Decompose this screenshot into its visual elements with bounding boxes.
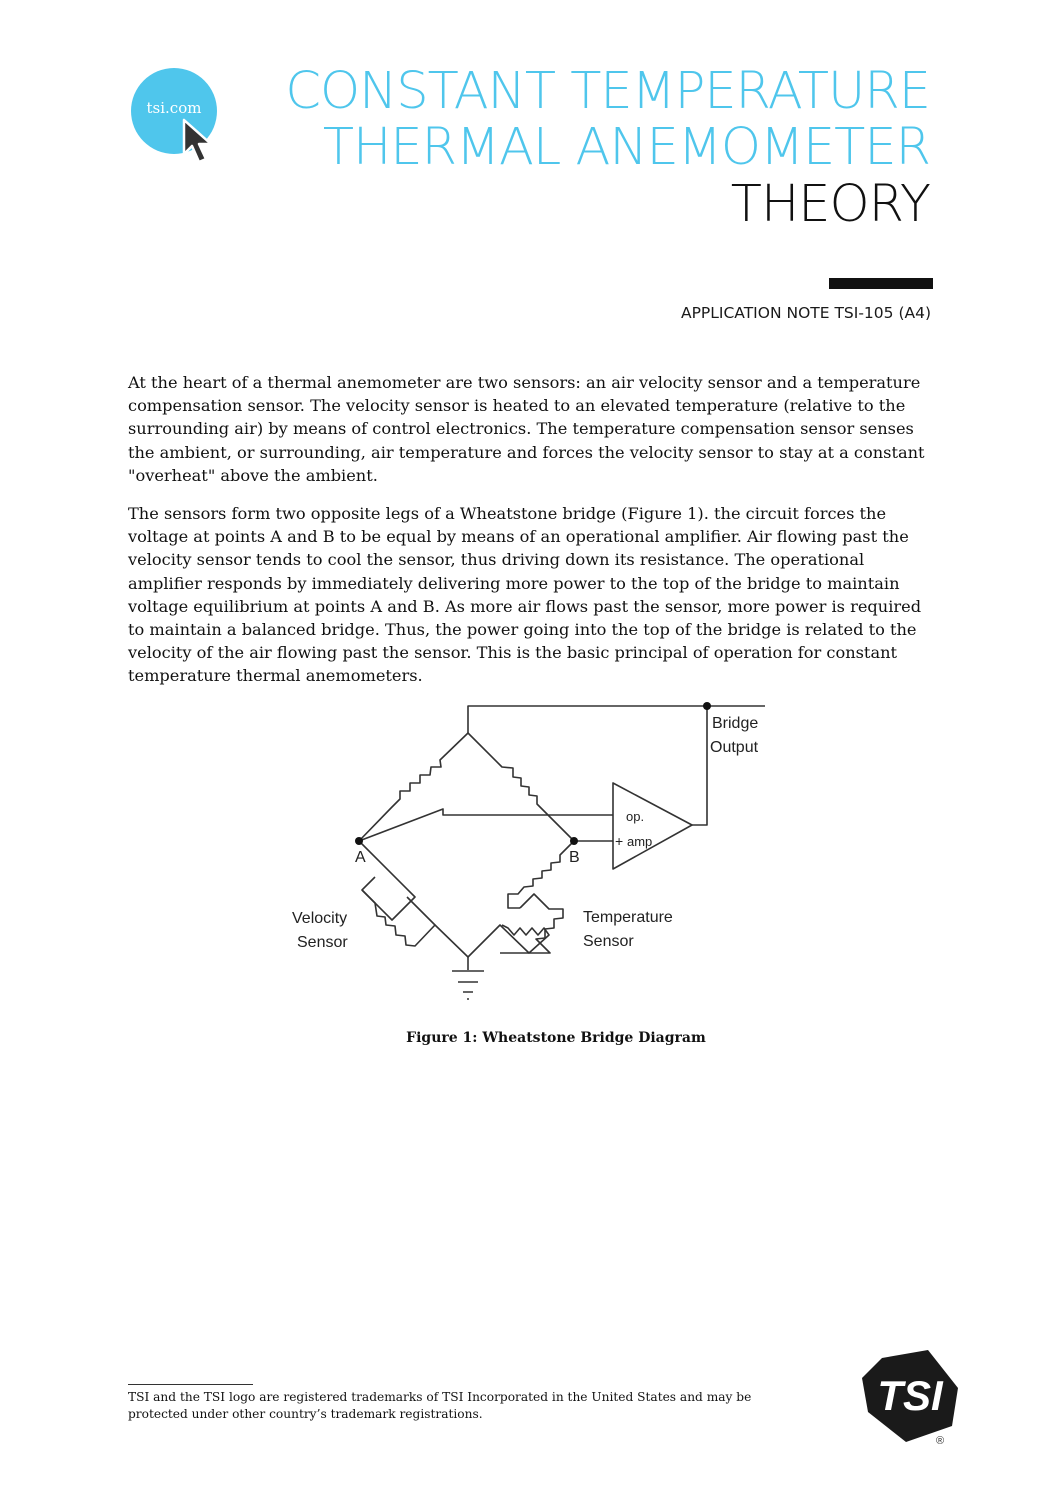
ground-symbol — [452, 971, 484, 999]
resistor-lower-right — [508, 841, 574, 908]
resistor-top-right — [468, 733, 574, 841]
bridge-output-wire — [692, 706, 707, 825]
body-paragraph-2: The sensors form two opposite legs of a Wheatstone bridge (Figure 1). the circuit forces the voltage at points A and B to be equal by means of an operational amplifier. Air flowing past the velocity sensor tends to cool the sensor, thus driving down its resistance. The operational amplifier responds by immediately delivering more power to the top of the bridge to maintain voltage equilibrium at points A and B. As more air flows past the sensor, more power is required to maintain a balanced bridge. Thus, the power going into the top of the bridge is related to the velocity of the air flowing past the sensor. This is the basic principal of operation for constant temperature thermal anemometers. — [128, 504, 922, 686]
figure-caption: Figure 1: Wheatstone Bridge Diagram — [406, 1030, 706, 1046]
tsi-logo — [862, 1350, 962, 1446]
tsi-logo-text: TSI — [877, 1372, 943, 1419]
registered-mark: ® — [936, 1435, 945, 1446]
plus-label: + — [615, 833, 624, 849]
title-line-2: THERMAL ANEMOMETER — [322, 118, 930, 177]
op-label: op. — [626, 809, 645, 824]
resistor-top-left — [359, 733, 468, 841]
footnote-rule — [128, 1384, 253, 1385]
logo-text: tsi.com — [146, 99, 202, 117]
footnote-text: TSI and the TSI logo are registered trademarks of TSI Incorporated in the United States and may be protected under other country’s trademark registrations. — [128, 1390, 752, 1421]
velocity-label: Velocity — [292, 910, 348, 927]
wheatstone-bridge-diagram — [280, 695, 780, 1010]
amp-label: amp — [627, 834, 653, 849]
node-b — [570, 837, 578, 845]
velocity-sensor-label: Sensor — [297, 934, 348, 951]
bridge-label: Bridge — [712, 715, 759, 732]
velocity-sensor-element — [362, 890, 435, 946]
temperature-sensor-element — [500, 894, 563, 953]
op-amp-minus-wire — [359, 809, 613, 841]
node-b-label: B — [569, 849, 580, 866]
node-a — [355, 837, 363, 845]
temperature-label: Temperature — [583, 909, 673, 926]
title-line-1: CONSTANT TEMPERATURE — [285, 62, 930, 121]
node-output — [703, 702, 711, 710]
node-a-label: A — [355, 849, 366, 866]
cursor-icon — [182, 118, 216, 166]
op-amp-triangle — [613, 783, 692, 869]
title-accent-bar — [829, 278, 933, 289]
output-label: Output — [710, 739, 759, 756]
title-line-3: THEORY — [730, 175, 930, 234]
application-note-label: APPLICATION NOTE TSI-105 (A4) — [680, 304, 931, 322]
bridge-lower-left-wire — [359, 841, 415, 920]
body-paragraph-1: At the heart of a thermal anemometer are two sensors: an air velocity sensor and a temperature compensation sensor. The velocity sensor is heated to an elevated temperature (relative to the surrounding air) by means of control electronics. The temperature compensation sensor senses the ambient, or surrounding, air temperature and forces the velocity sensor to stay at a constant "overheat" above the ambient. — [128, 373, 925, 485]
temperature-sensor-label: Sensor — [583, 933, 634, 950]
